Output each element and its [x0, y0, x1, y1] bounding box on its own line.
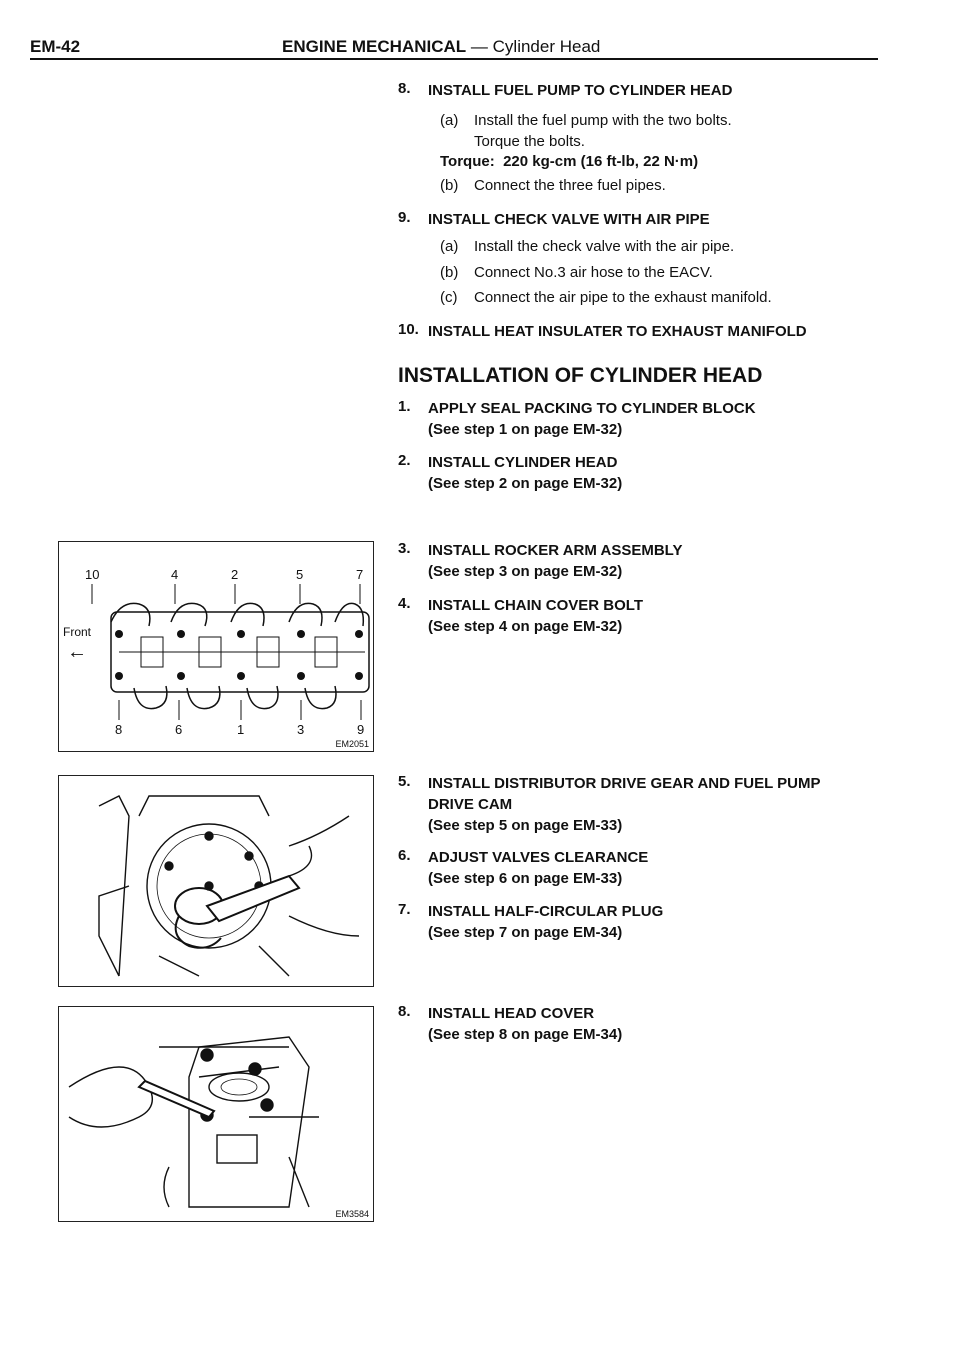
- step-number: 3.: [398, 540, 411, 557]
- install-step-2: [398, 452, 918, 494]
- step-number: 6.: [398, 847, 411, 864]
- section-heading: INSTALLATION OF CYLINDER HEAD: [398, 364, 763, 387]
- bolt-number: 5: [296, 567, 304, 582]
- bolt-number: 6: [175, 722, 183, 737]
- front-arrow-icon: ←: [67, 641, 87, 663]
- torque-value: 220 kg-cm (16 ft-lb, 22 N·m): [503, 153, 699, 170]
- sub-label: (c): [440, 289, 458, 306]
- step-reference: (See step 5 on page EM-33): [428, 817, 623, 834]
- torque-label: Torque:: [440, 153, 495, 170]
- page-title: [282, 37, 600, 57]
- step-title: INSTALL ROCKER ARM ASSEMBLY: [428, 542, 683, 559]
- step-title: INSTALL DISTRIBUTOR DRIVE GEAR AND FUEL PUMP: [428, 775, 821, 792]
- step-number: 2.: [398, 452, 411, 469]
- step-number: 7.: [398, 901, 411, 918]
- step-number: 4.: [398, 595, 411, 612]
- step-10-heading: [398, 321, 918, 342]
- step-number: 8.: [398, 1003, 411, 1020]
- step-reference: (See step 4 on page EM-32): [428, 618, 623, 635]
- bolt-number: 2: [231, 567, 239, 582]
- step-number: 10.: [398, 321, 419, 338]
- step-title: INSTALL HEAT INSULATER TO EXHAUST MANIFOLD: [428, 323, 807, 340]
- step-title: INSTALL FUEL PUMP TO CYLINDER HEAD: [428, 82, 733, 99]
- step-title: APPLY SEAL PACKING TO CYLINDER BLOCK: [428, 400, 756, 417]
- bolt-number: 3: [297, 722, 305, 737]
- step-9a: [440, 236, 734, 257]
- drive-gear-figure: [58, 775, 374, 987]
- header-rule: [30, 58, 878, 60]
- step-title: INSTALL HALF-CIRCULAR PLUG: [428, 903, 664, 920]
- step-number: 5.: [398, 773, 411, 790]
- step-reference: (See step 1 on page EM-32): [428, 421, 623, 438]
- bolt-sequence-figure: [58, 541, 374, 752]
- install-step-7: [398, 901, 918, 943]
- sub-label: (a): [440, 238, 459, 255]
- sub-label: (b): [440, 264, 459, 281]
- head-cover-drawing: [59, 1007, 373, 1221]
- step-8a: [440, 110, 732, 152]
- title-dash: —: [470, 37, 488, 56]
- step-number: 1.: [398, 398, 411, 415]
- install-step-8: [398, 1003, 918, 1045]
- install-step-1: [398, 398, 918, 440]
- step-number: 8.: [398, 80, 411, 97]
- step-reference: (See step 3 on page EM-32): [428, 563, 623, 580]
- upper-rockers: [111, 603, 363, 626]
- step-reference: (See step 8 on page EM-34): [428, 1026, 623, 1043]
- step-reference: (See step 7 on page EM-34): [428, 924, 623, 941]
- page-code: EM-42: [30, 37, 81, 56]
- figure-code: EM3584: [335, 1209, 369, 1219]
- step-number: 9.: [398, 209, 411, 226]
- bolt-number: 8: [115, 722, 123, 737]
- step-title: INSTALL CYLINDER HEAD: [428, 454, 618, 471]
- bolt-number: 10: [85, 567, 100, 582]
- drive-gear-drawing: [59, 776, 373, 986]
- bolt-number: 1: [237, 722, 245, 737]
- sub-text: Connect No.3 air hose to the EACV.: [474, 264, 713, 281]
- step-8-heading: [398, 80, 918, 101]
- sub-text: Connect the air pipe to the exhaust manifold.: [474, 289, 772, 306]
- lower-rockers: [134, 686, 336, 709]
- install-step-3: [398, 540, 918, 582]
- sub-label: (b): [440, 177, 459, 194]
- sub-text: Install the fuel pump with the two bolts.: [474, 112, 732, 129]
- torque-spec: [440, 153, 698, 170]
- head-cover-figure: [58, 1006, 374, 1222]
- install-step-5: [398, 773, 918, 836]
- step-8b: [440, 175, 666, 196]
- bolt-number: 9: [357, 722, 365, 737]
- step-9c: [440, 287, 772, 308]
- front-label: Front: [63, 625, 92, 639]
- sub-text: Install the check valve with the air pipe.: [474, 238, 735, 255]
- step-reference: (See step 6 on page EM-33): [428, 870, 623, 887]
- sub-text: Connect the three fuel pipes.: [474, 177, 666, 194]
- sub-text: Torque the bolts.: [474, 133, 585, 150]
- step-reference: (See step 2 on page EM-32): [428, 475, 623, 492]
- section-name: ENGINE MECHANICAL: [282, 37, 467, 56]
- step-title-cont: DRIVE CAM: [428, 796, 513, 813]
- step-title: INSTALL CHAIN COVER BOLT: [428, 597, 643, 614]
- step-title: INSTALL HEAD COVER: [428, 1005, 595, 1022]
- rocker-assembly-drawing: [92, 584, 369, 720]
- figure-code: EM2051: [335, 739, 369, 749]
- step-9-heading: [398, 209, 918, 230]
- bolt-number: 4: [171, 567, 179, 582]
- step-title: ADJUST VALVES CLEARANCE: [428, 849, 649, 866]
- step-9b: [440, 262, 713, 283]
- install-step-4: [398, 595, 918, 637]
- bolt-number: 7: [356, 567, 364, 582]
- sub-label: (a): [440, 112, 459, 129]
- install-step-6: [398, 847, 918, 889]
- step-title: INSTALL CHECK VALVE WITH AIR PIPE: [428, 211, 710, 228]
- subsection-name: Cylinder Head: [492, 37, 601, 56]
